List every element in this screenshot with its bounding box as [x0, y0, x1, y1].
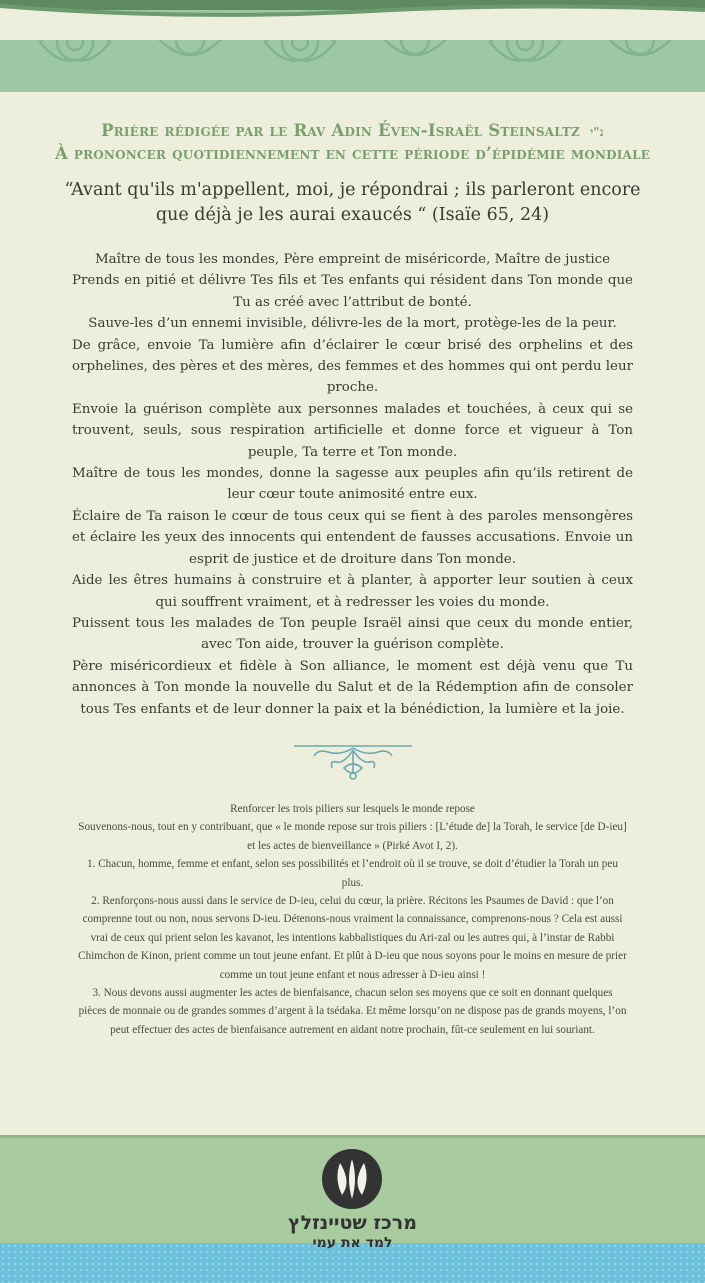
three-pillars-section — [78, 800, 627, 1039]
ornament-divider-icon — [292, 738, 414, 782]
prayer-paragraph: Prends en pitié et délivre Tes fils et Tes enfants qui résident dans Ton monde que Tu as créé avec l’attribut de bonté. — [72, 273, 633, 310]
logo-line-1: מרכז שטיינזלץ — [288, 1212, 417, 1234]
footer — [0, 1135, 705, 1283]
prayer-paragraph: Père miséricordieux et fidèle à Son alliance, le moment est déjà venu que Tu annonces à Ton monde la nouvelle du Salut et de la Rédemption afin de consoler tous Tes enfants et de leur donner la paix et la bénédiction, la lumière et la joie. — [72, 658, 633, 717]
prayer-paragraph: Envoie la guérison complète aux personnes malades et touchées, à ceux qui se trouvent, seuls, sous respiration artificielle et donne force et vigueur à Ton peuple, Ta terre et Ton monde. — [72, 401, 633, 460]
logo-line-2: למד את עמי — [312, 1235, 393, 1251]
heading-line-1: Prière rédigée par le Rav Adin Éven-Israël Steinsaltz — [101, 121, 580, 140]
wave-divider — [0, 0, 705, 40]
prayer-paragraph: Maître de tous les mondes, Père empreint de miséricorde, Maître de justice — [94, 252, 611, 267]
top-decorative-band — [0, 0, 705, 92]
pillars-intro: Souvenons-nous, tout en y contribuant, que « le monde repose sur trois piliers : [L’étude de] la Torah, le service [de D-ieu] et les actes de bienveillance » (Pirké Avot I, 2). — [78, 821, 627, 852]
prayer-paragraph: Éclaire de Ta raison le cœur de tous ceux qui se fient à des paroles mensongères et éclaire les yeux des innocents qui entendent de fausses accusations. Envoie un esprit de justice et de droiture dans Ton monde. — [72, 508, 633, 567]
prayer-paragraph: Sauve-les d’un ennemi invisible, délivre-les de la mort, protège-les de la peur. — [88, 316, 617, 332]
prayer-heading — [0, 120, 705, 164]
isaiah-quote: “Avant qu'ils m'appellent, moi, je répondrai ; ils parleront encore que déjà je les aurai exaucés “ (Isaïe 65, 24) — [64, 180, 641, 225]
prayer-paragraph: Puissent tous les malades de Ton peuple Israël ainsi que ceux du monde entier, avec Ton aide, trouver la guérison complète. — [72, 615, 633, 653]
steinsaltz-logo-icon — [322, 1149, 382, 1209]
prayer-paragraph: Aide les êtres humains à construire et à planter, à apporter leur soutien à ceux qui souffrent vraiment, et à redresser les voies du monde. — [72, 573, 633, 610]
logo-text — [0, 1212, 705, 1252]
heading-line-2: À prononcer quotidiennement en cette période d’épidémie mondiale — [54, 144, 651, 163]
prayer-paragraph: Maître de tous les mondes, donne la sagesse aux peuples afin qu’ils retirent de leur cœur toute animosité entre eux. — [72, 466, 633, 503]
pillars-item: 2. Renforçons-nous aussi dans le service de D-ieu, celui du cœur, la prière. Récitons les Psaumes de David : que l’on comprenne tout ou non, nous servons D-ieu. Détenons-nous vraiment la connaissance, comprenons-nous ? Cela est aussi vrai de ceux qui prient selon les kavanot, les intentions kabbalistiques du Ari-zal ou les autres qui, à l’instar de Rabbi Chimchon de Kinon, prient comme un tout jeune enfant. Et plût à D-ieu que nous soyons pour le moins en mesure de prier comme un tout jeune enfant et nous adresser à D-ieu ainsi ! — [78, 895, 627, 981]
prayer-paragraph: De grâce, envoie Ta lumière afin d’éclairer le cœur brisé des orphelins et des orphelines, des pères et des mères, des femmes et des hommes qui ont perdu leur proche. — [72, 337, 633, 396]
pillars-item: 3. Nous devons aussi augmenter les actes de bienfaisance, chacun selon ses moyens que ce soit en donnant quelques pièces de monnaie ou de grandes sommes d’argent à la tsédaka. Et même lorsqu’on ne dispose pas de grands moyens, l’on peut effectuer des actes de bienfaisance autrement en aidant notre prochain, fût-ce seulement en lui souriant. — [78, 987, 627, 1036]
heading-hebrew-abbrev: נ"י — [589, 125, 604, 139]
pillars-item: 1. Chacun, homme, femme et enfant, selon ses possibilités et l’endroit où il se trouve, se doit d’étudier la Torah un peu plus. — [87, 858, 618, 889]
prayer-text — [72, 249, 633, 720]
pillars-title: Renforcer les trois piliers sur lesquels le monde repose — [230, 803, 475, 815]
